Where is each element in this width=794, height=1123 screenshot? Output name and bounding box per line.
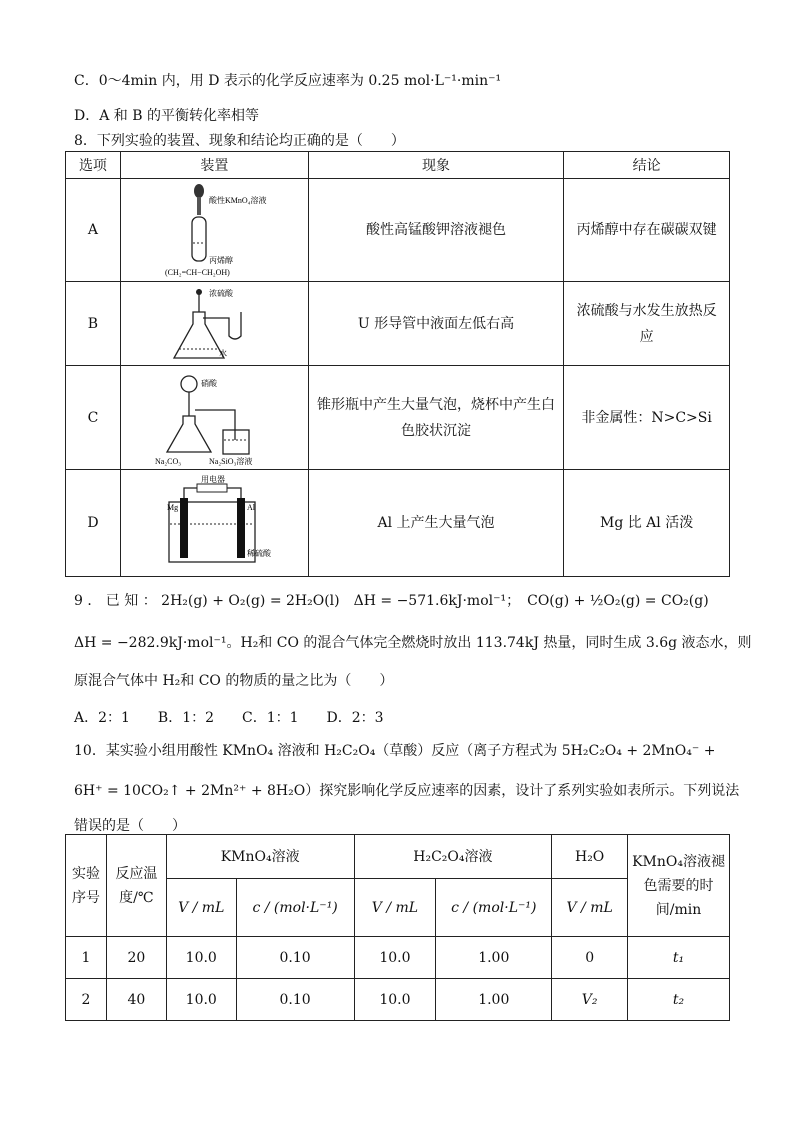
conclusion-cell: 非金属性：N>C>Si <box>564 366 730 470</box>
option-cell: A <box>66 179 121 282</box>
header-time: KMnO₄溶液褪色需要的时间/min <box>628 835 730 937</box>
cell: 0 <box>552 937 628 979</box>
label-nitric: 硝酸 <box>201 378 218 388</box>
q7-option-c: C．0～4min 内，用 D 表示的化学反应速率为 0.25 mol·L⁻¹·min⁻¹ <box>74 73 502 89</box>
q9-line-3: 原混合气体中 H₂和 CO 的物质的量之比为（ ） <box>74 673 394 689</box>
cell: 10.0 <box>354 979 436 1021</box>
table-row <box>66 282 730 366</box>
label-dilute-acid: 稀硫酸 <box>247 549 272 558</box>
apparatus-b-figure <box>120 282 308 366</box>
header-seq: 实验序号 <box>66 835 107 937</box>
cell: 2 <box>66 979 107 1021</box>
cell: 0.10 <box>236 937 354 979</box>
label-acid: 浓硫酸 <box>209 288 234 298</box>
q9-options: A．2：1 B．1：2 C．1：1 D．2：3 <box>74 710 384 726</box>
q10-line-1: 10．某实验小组用酸性 KMnO₄ 溶液和 H₂C₂O₄（草酸）反应（离子方程式为 5H₂C₂O₄ + 2MnO₄⁻ + <box>74 743 716 759</box>
cell: 10.0 <box>354 937 436 979</box>
conclusion-cell: 浓硫酸与水发生放热反应 <box>564 282 730 366</box>
option-cell: D <box>66 470 121 577</box>
option-cell: B <box>66 282 121 366</box>
sub-c-h2c2o4: c / (mol·L⁻¹) <box>436 879 552 937</box>
table-row <box>66 470 730 577</box>
phenomenon-cell: Al 上产生大量气泡 <box>308 470 563 577</box>
header-option: 选项 <box>66 152 121 179</box>
cell: V₂ <box>552 979 628 1021</box>
phenomenon-cell: 锥形瓶中产生大量气泡，烧杯中产生白色胶状沉淀 <box>308 366 563 470</box>
q9-line-1: 9 ． 已 知 ： 2H₂(g) + O₂(g) = 2H₂O(l) ΔH = −571.6kJ·mol⁻¹； CO(g) + ½O₂(g) = CO₂(g) <box>74 593 709 609</box>
conclusion-cell: Mg 比 Al 活泼 <box>564 470 730 577</box>
cell: 1.00 <box>436 937 552 979</box>
cell: 10.0 <box>166 979 236 1021</box>
phenomenon-cell: U 形导管中液面左低右高 <box>308 282 563 366</box>
option-cell: C <box>66 366 121 470</box>
label-al: Al <box>247 503 256 512</box>
label-formula: (CH₂=CH−CH₂OH) <box>165 268 231 277</box>
apparatus-a-figure <box>120 179 308 282</box>
header-h2o: H₂O <box>552 835 628 879</box>
label-device: 用电器 <box>201 475 226 484</box>
table-row <box>66 179 730 282</box>
header-h2c2o4: H₂C₂O₄溶液 <box>354 835 552 879</box>
cell: 40 <box>106 979 166 1021</box>
label-kmno4: 酸性KMnO₄溶液 <box>209 196 267 205</box>
q10-table <box>65 834 730 1021</box>
q7-option-d: D．A 和 B 的平衡转化率相等 <box>74 108 259 124</box>
label-na2sio3: Na₂SiO₃溶液 <box>209 456 253 466</box>
header-conclusion: 结论 <box>564 152 730 179</box>
conclusion-cell: 丙烯醇中存在碳碳双键 <box>564 179 730 282</box>
sub-v-kmno4: V / mL <box>166 879 236 937</box>
table-row <box>66 937 730 979</box>
q9-line-2: ΔH = −282.9kJ·mol⁻¹。H₂和 CO 的混合气体完全燃烧时放出 113.74kJ 热量，同时生成 3.6g 液态水，则 <box>74 635 752 651</box>
q10-line-3: 错误的是（ ） <box>74 818 186 834</box>
cell: 10.0 <box>166 937 236 979</box>
sub-c-kmno4: c / (mol·L⁻¹) <box>236 879 354 937</box>
sub-v-h2c2o4: V / mL <box>354 879 436 937</box>
header-kmno4: KMnO₄溶液 <box>166 835 354 879</box>
cell: 20 <box>106 937 166 979</box>
cell: 1.00 <box>436 979 552 1021</box>
label-na2co3: Na₂CO₃ <box>155 456 182 466</box>
cell: t₂ <box>628 979 730 1021</box>
cell: 0.10 <box>236 979 354 1021</box>
cell: 1 <box>66 937 107 979</box>
cell: t₁ <box>628 937 730 979</box>
header-phenomenon: 现象 <box>308 152 563 179</box>
label-mg: Mg <box>167 503 179 512</box>
q8-table <box>65 151 730 577</box>
table-row <box>66 366 730 470</box>
q8-stem: 8．下列实验的装置、现象和结论均正确的是（ ） <box>74 133 405 149</box>
header-apparatus: 装置 <box>120 152 308 179</box>
apparatus-d-figure <box>120 470 308 577</box>
apparatus-c-figure <box>120 366 308 470</box>
q10-line-2: 6H⁺ = 10CO₂↑ + 2Mn²⁺ + 8H₂O）探究影响化学反应速率的因素，设计了系列实验如表所示。下列说法 <box>74 783 740 799</box>
phenomenon-cell: 酸性高锰酸钾溶液褪色 <box>308 179 563 282</box>
table-row <box>66 979 730 1021</box>
label-water: 水 <box>219 348 228 358</box>
sub-v-h2o: V / mL <box>552 879 628 937</box>
label-propenol: 丙烯醇 <box>209 256 234 265</box>
header-temp: 反应温度/℃ <box>106 835 166 937</box>
